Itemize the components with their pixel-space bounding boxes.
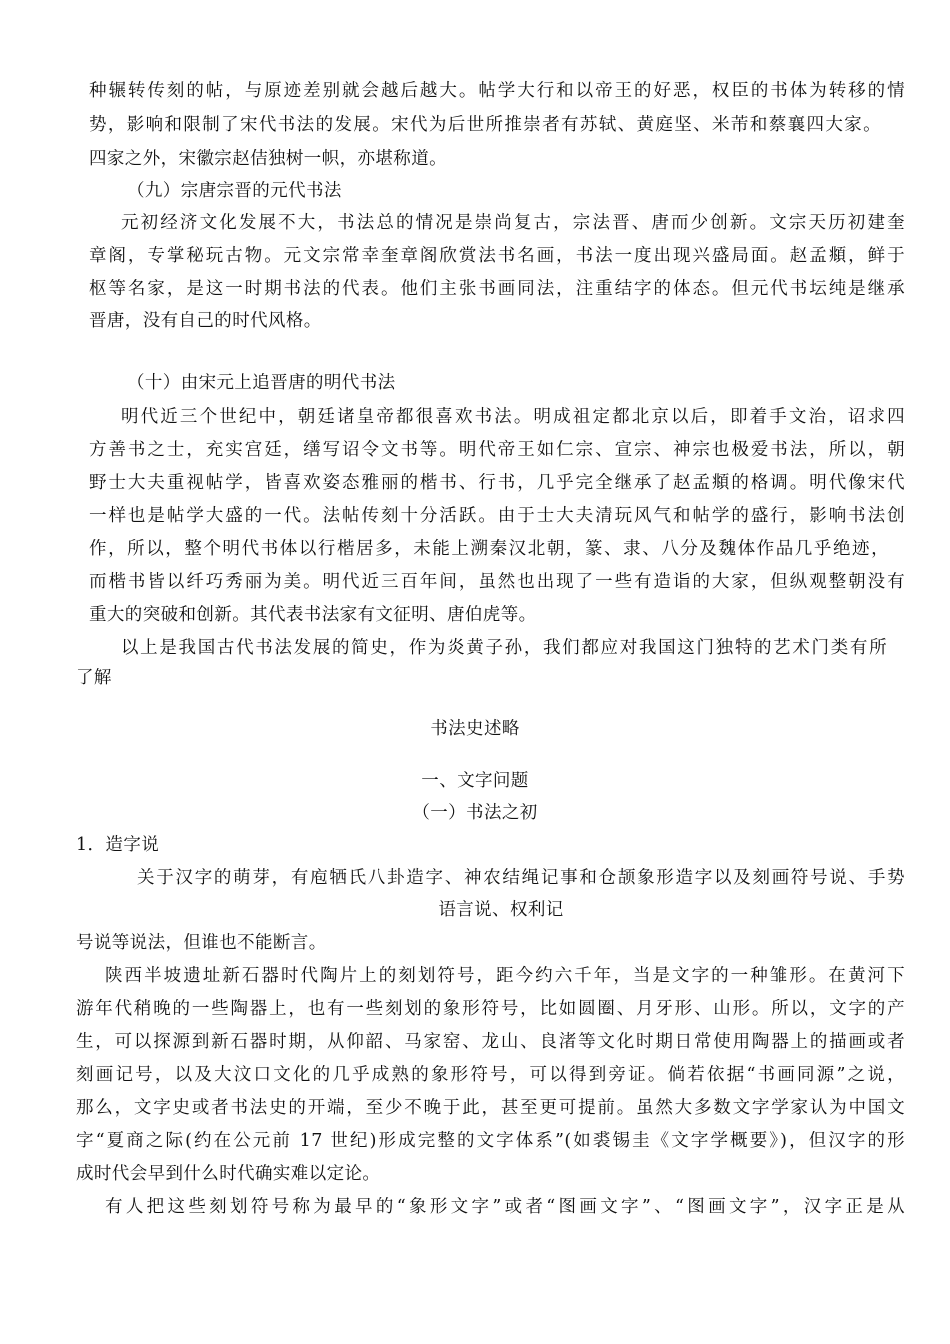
paragraph-line: 元初经济文化发展不大，书法总的情况是崇尚复古，宗法晋、唐而少创新。文宗天历初建奎 bbox=[121, 213, 905, 233]
part-heading: 一、文字问题 bbox=[421, 771, 529, 791]
paragraph-line: 重大的突破和创新。其代表书法家有文征明、唐伯虎等。 bbox=[89, 605, 537, 625]
paragraph-line: 那么，文字史或者书法史的开端，至少不晚于此，甚至更可提前。虽然大多数文字学家认为中国文 bbox=[76, 1098, 905, 1118]
paragraph-line: 晋唐，没有自己的时代风格。 bbox=[89, 311, 322, 331]
item-heading: 1．造字说 bbox=[76, 835, 160, 855]
section-heading-yuan: （九）宗唐宗晋的元代书法 bbox=[127, 181, 342, 201]
paragraph-line: 陕西半坡遗址新石器时代陶片上的刻划符号，距今约六千年，当是文字的一种雏形。在黄河下 bbox=[105, 966, 905, 986]
paragraph-line: 野士大夫重视帖学，皆喜欢姿态雅丽的楷书、行书，几乎完全继承了赵孟頫的格调。明代像宋代 bbox=[89, 473, 905, 493]
paragraph-line: 关于汉字的萌芽，有庖牺氏八卦造字、神农结绳记事和仓颉象形造字以及刻画符号说、手势 bbox=[137, 868, 905, 888]
paragraph-line: 而楷书皆以纤巧秀丽为美。明代近三百年间，虽然也出现了一些有造诣的大家，但纵观整朝没有 bbox=[89, 572, 905, 592]
paragraph-line: 刻画记号，以及大汶口文化的几乎成熟的象形符号，可以得到旁证。倘若依据“书画同源”之说， bbox=[76, 1065, 905, 1085]
paragraph-line: 号说等说法，但谁也不能断言。 bbox=[76, 933, 327, 953]
paragraph-line: 章阁，专掌秘玩古物。元文宗常幸奎章阁欣赏法书名画，书法一度出现兴盛局面。赵孟頫，鲜于 bbox=[89, 246, 905, 266]
paragraph-line: 四家之外，宋徽宗赵佶独树一帜，亦堪称道。 bbox=[89, 149, 447, 169]
paragraph-line: 方善书之士，充实宫廷，缮写诏令文书等。明代帝王如仁宗、宣宗、神宗也极爱书法，所以，朝 bbox=[89, 440, 905, 460]
paragraph-line: 一样也是帖学大盛的一代。法帖传刻十分活跃。由于士大夫清玩风气和帖学的盛行，影响书法创 bbox=[89, 506, 905, 526]
paragraph-line: 以上是我国古代书法发展的简史，作为炎黄子孙，我们都应对我国这门独特的艺术门类有所 bbox=[121, 638, 887, 658]
paragraph-line: 游年代稍晚的一些陶器上，也有一些刻划的象形符号，比如圆圈、月牙形、山形。所以，文字的产 bbox=[76, 999, 905, 1019]
paragraph-line: 种辗转传刻的帖，与原迹差别就会越后越大。帖学大行和以帝王的好恶，权臣的书体为转移的情 bbox=[89, 81, 905, 101]
section-heading-ming: （十）由宋元上追晋唐的明代书法 bbox=[127, 373, 396, 393]
paragraph-line: 字“夏商之际(约在公元前 17 世纪)形成完整的文字体系”(如裘锡圭《文字学概要》)，但汉字的形 bbox=[76, 1131, 905, 1151]
paragraph-line: 语言说、权利记 bbox=[438, 900, 564, 920]
paragraph-line: 了解 bbox=[76, 668, 112, 688]
paragraph-line: 生，可以探源到新石器时期，从仰韶、马家窑、龙山、良渚等文化时期日常使用陶器上的描画或者 bbox=[76, 1032, 905, 1052]
sub-heading: （一）书法之初 bbox=[412, 803, 538, 823]
paragraph-line: 作，所以，整个明代书体以行楷居多，未能上溯秦汉北朝，篆、隶、八分及魏体作品几乎绝迹， bbox=[89, 539, 889, 559]
paragraph-line: 有人把这些刻划符号称为最早的“象形文字”或者“图画文字”、“图画文字”，汉字正是从 bbox=[105, 1197, 905, 1217]
article-title: 书法史述略 bbox=[430, 719, 520, 739]
paragraph-line: 成时代会早到什么时代确实难以定论。 bbox=[76, 1164, 381, 1184]
paragraph-line: 明代近三个世纪中，朝廷诸皇帝都很喜欢书法。明成祖定都北京以后，即着手文治，诏求四 bbox=[121, 407, 905, 427]
paragraph-line: 势，影响和限制了宋代书法的发展。宋代为后世所推崇者有苏轼、黄庭坚、米芾和蔡襄四大家。 bbox=[89, 115, 881, 135]
paragraph-line: 枢等名家，是这一时期书法的代表。他们主张书画同法，注重结字的体态。但元代书坛纯是继承 bbox=[89, 279, 905, 299]
